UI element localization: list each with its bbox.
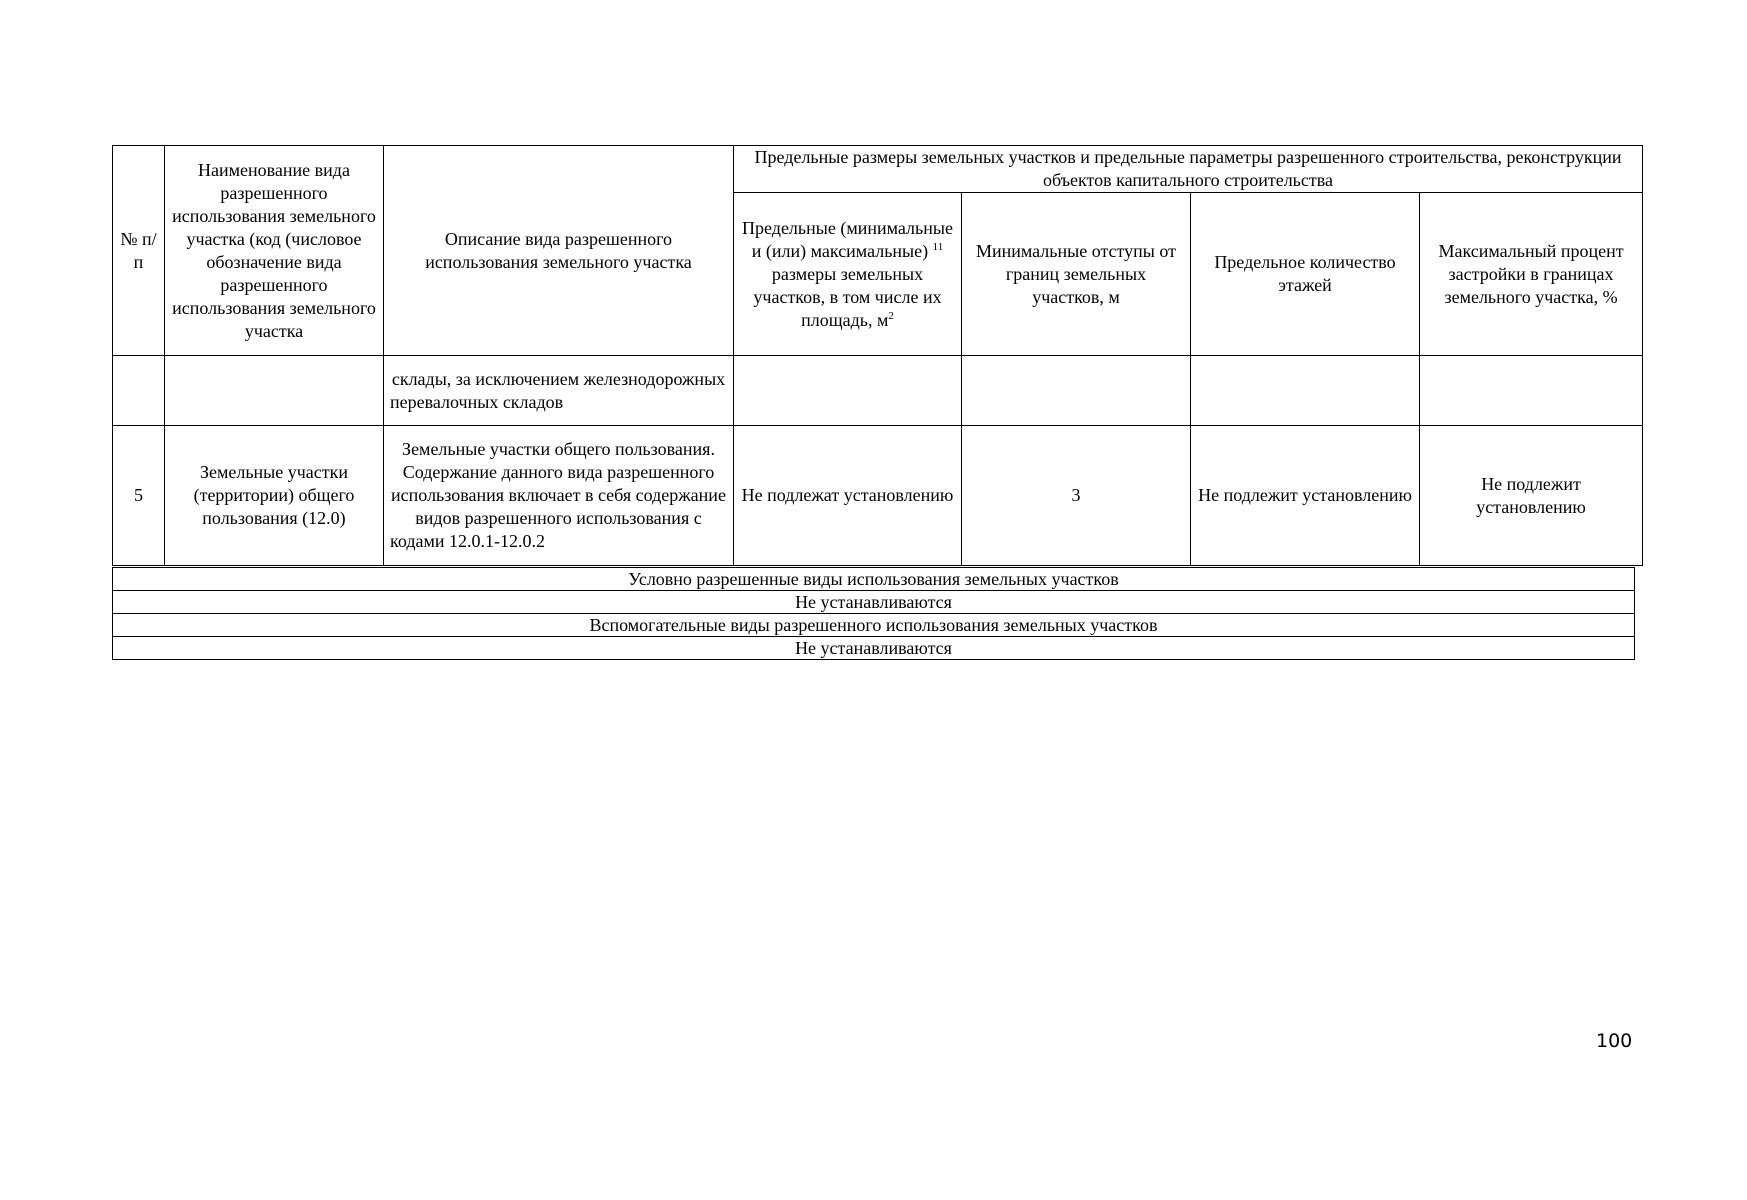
row-floors: [1191, 356, 1420, 426]
header-row-1: [113, 146, 1643, 193]
header-size-prefix: Предельные (минимальные и (или) максимальные): [742, 217, 953, 261]
section-heading-auxiliary: Вспомогательные виды разрешенного использования земельных участков: [113, 614, 1635, 637]
header-coverage: Максимальный процент застройки в границах земельного участка, %: [1420, 193, 1643, 356]
row-description: склады, за исключением железнодорожных перевалочных складов: [384, 356, 734, 426]
land-use-table: [112, 145, 1643, 566]
section-value-auxiliary: Не устанавливаются: [113, 637, 1635, 660]
section-value-conditional: Не устанавливаются: [113, 591, 1635, 614]
row-coverage: [1420, 356, 1643, 426]
row-setbacks: [962, 356, 1191, 426]
section-heading-conditional: Условно разрешенные виды использования земельных участков: [113, 568, 1635, 591]
row-floors: Не подлежит установлению: [1191, 426, 1420, 566]
header-size-unit-sup: 2: [888, 309, 894, 322]
header-setbacks: Минимальные отступы от границ земельных участков, м: [962, 193, 1191, 356]
table-row: [113, 356, 1643, 426]
row-setbacks: 3: [962, 426, 1191, 566]
header-size-footnote: 11: [932, 240, 944, 253]
header-name: Наименование вида разрешенного использования земельного участка (код (числовое обозначение вида разрешенного использования земельного участка: [165, 146, 384, 356]
row-coverage: Не подлежит установлению: [1420, 426, 1643, 566]
header-size-suffix: размеры земельных участков, в том числе их площадь, м: [753, 263, 942, 330]
page-number: 100: [1596, 1030, 1633, 1052]
header-description: Описание вида разрешенного использования земельного участка: [384, 146, 734, 356]
row-size: [734, 356, 962, 426]
row-num: [113, 356, 165, 426]
section-table: [112, 567, 1635, 660]
table-row: [113, 426, 1643, 566]
header-size: [734, 193, 962, 356]
row-name: Земельные участки (территории) общего пользования (12.0): [165, 426, 384, 566]
row-num: 5: [113, 426, 165, 566]
row-name: [165, 356, 384, 426]
row-description: Земельные участки общего пользования. Содержание данного вида разрешенного использования включает в себя содержание видов разрешенного использования с кодами 12.0.1-12.0.2: [384, 426, 734, 566]
header-floors: Предельное количество этажей: [1191, 193, 1420, 356]
header-limits-group: Предельные размеры земельных участков и предельные параметры разрешенного строительства, реконструкции объектов капитального строительства: [734, 146, 1643, 193]
header-num: № п/п: [113, 146, 165, 356]
row-size: Не подлежат установлению: [734, 426, 962, 566]
